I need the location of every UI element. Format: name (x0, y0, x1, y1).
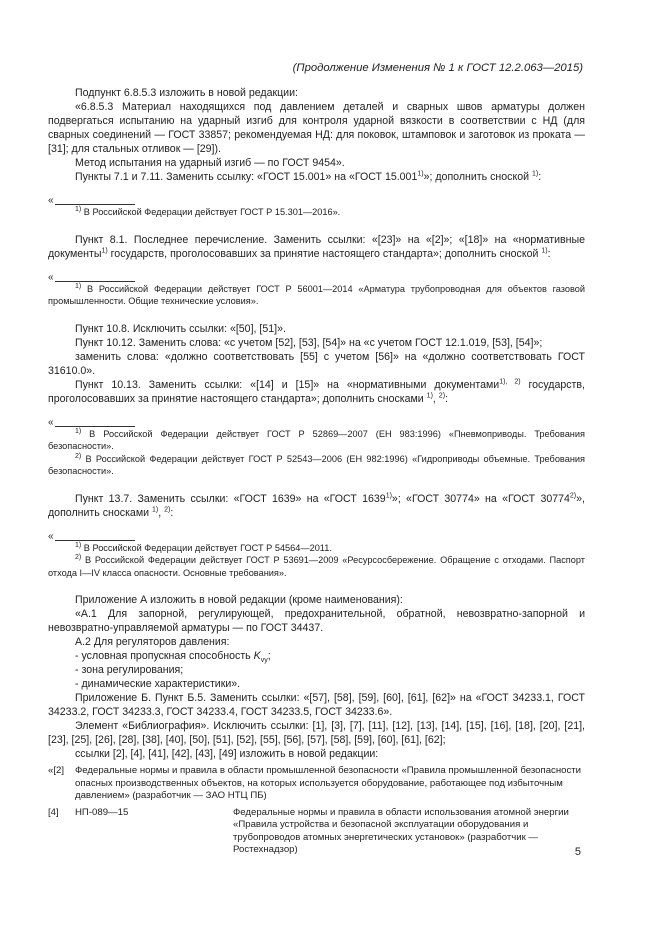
list-item: - динамические характеристики». (75, 678, 241, 690)
footnote: $^{1)}$ В Российской Федерации действует ГОСТ Р 54564—2011. (75, 541, 332, 553)
list-item: - условная пропускная способность $K_{vy}$; (75, 650, 271, 665)
bibliography-entry: «[2] Федеральные нормы и правила в области промышленной безопасности «Правила промышленной безопасности опасных производственных объектов, на которых используется оборудование, работающее под избыточным давлением» (разработчик — ЗАО НТЦ ПБ) (48, 765, 582, 801)
paragraph-impact-method: Метод испытания на ударный изгиб — по ГОСТ 9454». (75, 157, 345, 169)
footnote-block-1 (48, 196, 585, 219)
footnote: $^{1)}$ В Российской Федерации действует ГОСТ Р 56001—2014 «Арматура трубопроводная для объектов газовой промышленности. Общие технические условия». (48, 282, 585, 306)
paragraph-6853-text: «6.8.5.3 Материал находящихся под давлением деталей и сварных швов арматуры должен подвергаться испытанию на ударный изгиб для контроля ударной вязкости в соответствии с НД (для сварных соединений — ГОСТ 33857; рекомендуемая НД: для поковок, штамповок и заготовок из проката — [31]; для стальных отливок — [29]). (48, 101, 585, 155)
paragraph-10-13: Пункт 10.13. Заменить ссылки: «[14] и [15]» на «нормативными документами$^{1), 2)}$ государств, проголосовавших за принятие настоящего стандарта»; дополнить сносками $^{1)}$, $^{2)}$: (48, 377, 585, 405)
paragraph-6853-intro: Подпункт 6.8.5.3 изложить в новой редакции: (75, 87, 298, 99)
list-item: - зона регулирования; (75, 664, 184, 676)
paragraph-bibliography: Элемент «Библиография». Исключить ссылки: [1], [3], [7], [11], [12], [13], [14], [15], [16], [18], [20], [21], [23], [25], [26], [28], [38], [40], [50], [51], [52], [55], [56], [57], [58], [59], [60], [61], [62]; (48, 720, 585, 746)
footnote-block-3 (48, 418, 585, 478)
paragraph-10-12: Пункт 10.12. Заменить слова: «с учетом [52], [53], [54]» на «с учетом ГОСТ 12.1.019, [53], [54]»; (75, 336, 543, 349)
footnote-separator: « (48, 532, 585, 542)
footnote-separator: « (48, 196, 585, 206)
paragraph-appendix-b: Приложение Б. Пункт Б.5. Заменить ссылки: «[57], [58], [59], [60], [61], [62]» на «ГОСТ 34233.1, ГОСТ 34233.2, ГОСТ 34233.3, ГОСТ 34233.4, ГОСТ 34233.5, ГОСТ 34233.6». (48, 692, 585, 718)
footnote-separator: « (48, 273, 585, 283)
paragraph-13-7: Пункт 13.7. Заменить ссылки: «ГОСТ 1639» на «ГОСТ 1639$^{1)}$»; «ГОСТ 30774» на «ГОСТ 30774$^{2)}$», дополнить сносками $^{1)}$, $^{2)}$: (48, 491, 585, 519)
footnote-block-4 (48, 532, 585, 580)
footnote: $^{2)}$ В Российской Федерации действует ГОСТ Р 53691—2009 «Ресурсосбережение. Обращение с отходами. Паспорт отхода I—IV класса опасности. Основные требования». (48, 553, 585, 578)
footnote: $^{1)}$ В Российской Федерации действует ГОСТ Р 52869—2007 (ЕН 983:1996) «Пневмоприводы. Требования безопасности». (48, 427, 585, 451)
footnote-separator: « (48, 418, 585, 428)
paragraph-8-1: Пункт 8.1. Последнее перечисление. Заменить ссылки: «[23]» на «[2]»; «[18]» на «нормативные документы$^{1)}$ государств, проголосовавших за принятие настоящего стандарта»; дополнить сноской $^{1)}$: (48, 233, 585, 260)
footnote-block-2 (48, 273, 585, 308)
paragraph-appendix-a: Приложение А изложить в новой редакции (кроме наименования): (75, 594, 403, 606)
footnote: $^{1)}$ В Российской Федерации действует ГОСТ Р 15.301—2016». (75, 205, 341, 217)
paragraph-a1: «А.1 Для запорной, регулирующей, предохранительной, обратной, невозвратно-запорной и невозвратно-управляемой арматуры — по ГОСТ 34437. (48, 608, 585, 634)
paragraph-bibliography-cont: ссылки [2], [4], [41], [42], [43], [49] изложить в новой редакции: (75, 748, 379, 760)
bibliography-entry: [4] НП-089—15 Федеральные нормы и правила в области использования атомной энергии «Правила устройства и безопасной эксплуатации оборудования и трубопроводов атомных энергетических установок» (разработчик — Ростехнадзор) (48, 806, 569, 855)
page-body (48, 86, 585, 857)
running-header: (Продолжение Изменения № 1 к ГОСТ 12.2.063—2015) (292, 62, 583, 74)
footnote: $^{2)}$ В Российской Федерации действует ГОСТ Р 52543—2006 (ЕН 982:1996) «Гидроприводы объемные. Требования безопасности». (48, 452, 585, 476)
paragraph-10-8: Пункт 10.8. Исключить ссылки: «[50], [51]». (75, 322, 286, 335)
paragraph-a2: А.2 Для регуляторов давления: (75, 636, 230, 648)
paragraph-7-1-7-11: Пункты 7.1 и 7.11. Заменить ссылку: «ГОСТ 15.001» на «ГОСТ 15.001$^{1)}$»; дополнить сноской $^{1)}$: (75, 170, 542, 183)
page-number: 5 (574, 846, 581, 858)
paragraph-10-12-cont: заменить слова: «должно соответствовать [55] с учетом [56]» на «должно соответствовать ГОСТ 31610.0». (48, 350, 585, 377)
